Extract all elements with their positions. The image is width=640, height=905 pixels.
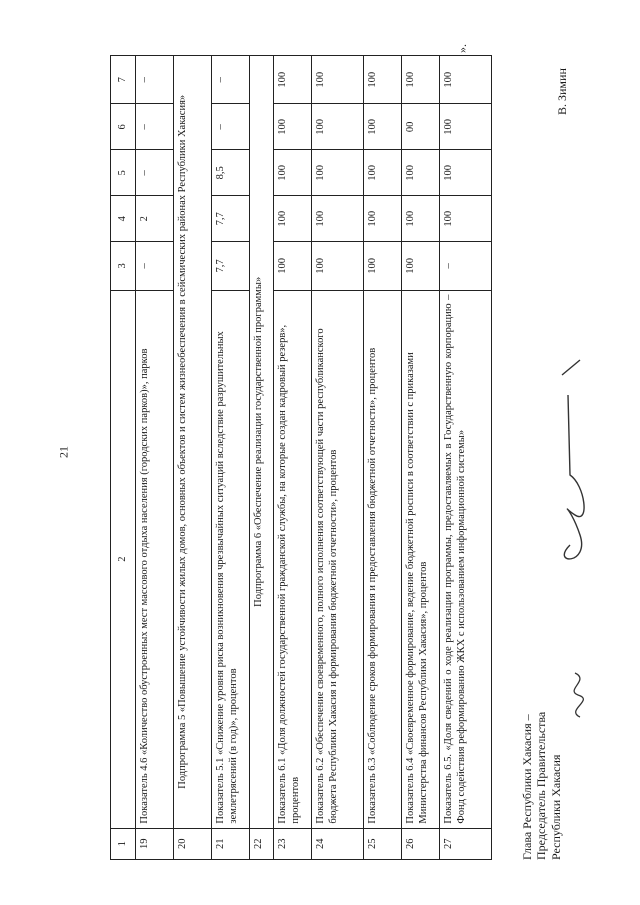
value-cell: 100 (274, 196, 312, 242)
row-number: 23 (274, 828, 312, 859)
value-cell: 100 (440, 150, 492, 196)
value-cell: 100 (312, 56, 364, 104)
section-row (250, 56, 274, 860)
value-cell: 100 (364, 196, 402, 242)
value-cell: 100 (312, 196, 364, 242)
value-cell: – (440, 242, 492, 290)
value-cell: 100 (312, 242, 364, 290)
signatory-name: В. Зимин (555, 68, 569, 115)
indicators-table (110, 55, 492, 860)
row-number: 22 (250, 828, 274, 859)
table-row (440, 56, 492, 860)
column-header: 4 (111, 196, 136, 242)
column-header: 1 (111, 828, 136, 859)
signatory-title-line: Глава Республики Хакасия – (520, 714, 534, 860)
row-number: 24 (312, 828, 364, 859)
indicator-text: Показатель 5.1 «Снижение уровня риска возникновения чрезвычайных ситуаций вследствие разрушительных землетрясений (в год)», процентов (212, 290, 250, 828)
signatory-title (520, 712, 563, 860)
handwritten-signature (540, 335, 600, 575)
table-row (212, 56, 250, 860)
value-cell: 100 (402, 150, 440, 196)
value-cell: – (212, 104, 250, 150)
value-cell: 100 (440, 56, 492, 104)
value-cell: – (136, 56, 174, 104)
table-row (274, 56, 312, 860)
value-cell: 7,7 (212, 196, 250, 242)
value-cell: 100 (274, 150, 312, 196)
value-cell: 100 (402, 56, 440, 104)
value-cell: 100 (312, 104, 364, 150)
indicator-text: Показатель 6.4 «Своевременное формирование, ведение бюджетной росписи в соответствии с приказами Министерства финансов Республики Хакасия», процентов (402, 290, 440, 828)
column-header: 5 (111, 150, 136, 196)
table-header-row (111, 56, 136, 860)
signatory-title-line: Республики Хакасия (548, 754, 563, 860)
value-cell: 100 (440, 196, 492, 242)
value-cell: – (136, 150, 174, 196)
value-cell: 100 (364, 242, 402, 290)
value-cell: 100 (440, 104, 492, 150)
row-number: 19 (136, 828, 174, 859)
table-row (312, 56, 364, 860)
row-number: 27 (440, 828, 492, 859)
row-number: 25 (364, 828, 402, 859)
value-cell: – (212, 56, 250, 104)
page-number: 21 (56, 446, 71, 458)
signatory-title-line: Председатель Правительства (534, 711, 549, 860)
value-cell: 100 (402, 196, 440, 242)
column-header: 7 (111, 56, 136, 104)
value-cell: 100 (364, 56, 402, 104)
value-cell: – (136, 242, 174, 290)
indicator-text: Показатель 6.3 «Соблюдение сроков формирования и предоставления бюджетной отчетности», процентов (364, 290, 402, 828)
column-header: 2 (111, 290, 136, 828)
indicator-text: Показатель 6.1 «Доля должностей государственной гражданской службы, на которые создан кадровый резерв», процентов (274, 290, 312, 828)
table-row (402, 56, 440, 860)
value-cell: 100 (402, 242, 440, 290)
indicator-text: Показатель 4.6 «Количество обустроенных мест массового отдыха населения (городских парков)», парков (136, 290, 174, 828)
column-header: 3 (111, 242, 136, 290)
section-title: Подпрограмма 6 «Обеспечение реализации государственной программы» (250, 56, 274, 829)
value-cell: 100 (274, 242, 312, 290)
row-number: 21 (212, 828, 250, 859)
value-cell: 00 (402, 104, 440, 150)
value-cell: 7,7 (212, 242, 250, 290)
value-cell: 100 (364, 104, 402, 150)
value-cell: 2 (136, 196, 174, 242)
value-cell: 100 (274, 104, 312, 150)
handwritten-initials (560, 665, 600, 725)
value-cell: 100 (312, 150, 364, 196)
column-header: 6 (111, 104, 136, 150)
indicator-text: Показатель 6.5. «Доля сведений о ходе реализации программы, предоставляемых в Государственную корпорацию – Фонд содействия реформированию ЖКХ с использованием информационной системы» (440, 290, 492, 828)
value-cell: 100 (274, 56, 312, 104)
value-cell: – (136, 104, 174, 150)
value-cell: 100 (364, 150, 402, 196)
table-row (364, 56, 402, 860)
closing-quote-mark: ». (455, 44, 469, 53)
indicator-text: Показатель 6.2 «Обеспечение своевременного, полного исполнения соответствующей части республиканского бюджета Республики Хакасия и формирования бюджетной отчетности», процентов (312, 290, 364, 828)
row-number: 20 (174, 828, 212, 859)
value-cell: 8,5 (212, 150, 250, 196)
section-row (174, 56, 212, 860)
section-title: Подпрограмма 5 «Повышение устойчивости жилых домов, основных объектов и систем жизнеобеспечения в сейсмических районах Республики Хакасия» (174, 56, 212, 829)
table-row (136, 56, 174, 860)
row-number: 26 (402, 828, 440, 859)
